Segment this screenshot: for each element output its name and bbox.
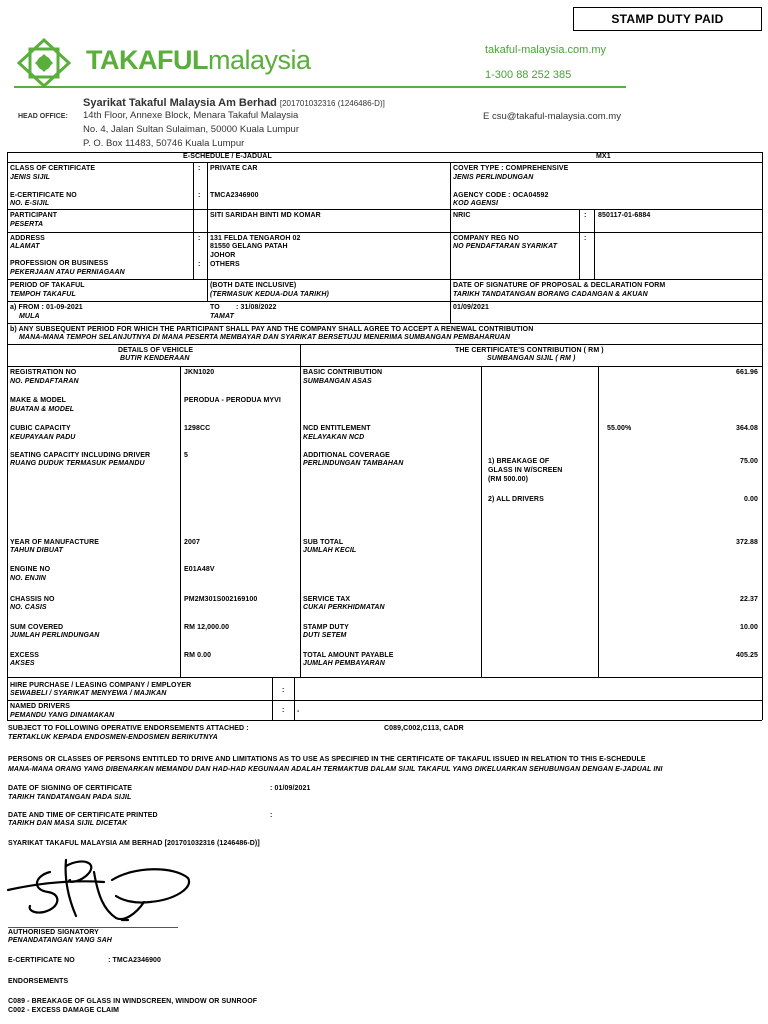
address-line1-value: 131 FELDA TENGAROH 02 xyxy=(210,235,301,242)
company-line: SYARIKAT TAKAFUL MALAYSIA AM BERHAD [201701032316 (1246486-D)] xyxy=(8,840,260,847)
addl1-line1: 1) BREAKAGE OF xyxy=(488,458,550,465)
cover-label-my: JENIS PERLINDUNGAN xyxy=(453,174,534,181)
contribution-heading-my: SUMBANGAN SIJIL ( RM ) xyxy=(487,355,576,362)
sig-date-value: 01/09/2021 xyxy=(453,304,490,311)
vehicle-heading: DETAILS OF VEHICLE xyxy=(118,347,194,354)
participant-value: SITI SARIDAH BINTI MD KOMAR xyxy=(210,212,321,219)
cert-value: TMCA2346900 xyxy=(210,192,259,199)
year-label: YEAR OF MANUFACTURE xyxy=(10,539,100,546)
to-label-my: TAMAT xyxy=(210,313,234,320)
company-reg-label-my: NO PENDAFTARAN SYARIKAT xyxy=(453,243,558,250)
persons-text-my: MANA-MANA ORANG YANG DIBENARKAN MEMANDU DAN HAD-HAD KEGUNAAN ADALAH TERMAKTUB DALAM SIJIL TAKAFUL YANG DIKELUARKAN SEHUBUNGAN DENGAN E-JADUAL INI xyxy=(8,766,663,773)
sign-date-label: DATE OF SIGNING OF CERTIFICATE xyxy=(8,785,133,792)
sum-value: RM 12,000.00 xyxy=(184,624,230,631)
subtotal-label-my: JUMLAH KECIL xyxy=(303,547,357,554)
signature-image xyxy=(4,852,194,928)
head-office-label: HEAD OFFICE: xyxy=(18,113,68,120)
period-label: PERIOD OF TAKAFUL xyxy=(10,282,85,289)
hire-label: HIRE PURCHASE / LEASING COMPANY / EMPLOYER xyxy=(10,682,192,689)
engine-value: E01A48V xyxy=(184,566,215,573)
stamp-value: 10.00 xyxy=(739,624,758,631)
contribution-heading: THE CERTIFICATE'S CONTRIBUTION ( RM ) xyxy=(455,347,604,354)
cc-label: CUBIC CAPACITY xyxy=(10,425,71,432)
address-line-3: P. O. Box 11483, 50746 Kuala Lumpur xyxy=(83,138,245,149)
cc-value: 1298CC xyxy=(184,425,211,432)
addl1-line2: GLASS IN W/SCREEN xyxy=(488,467,563,474)
cert-label: E-CERTIFICATE NO xyxy=(10,192,77,199)
endorse-label: SUBJECT TO FOLLOWING OPERATIVE ENDORSEMENTS ATTACHED : xyxy=(8,725,249,732)
hire-label-my: SEWABELI / SYARIKAT MENYEWA / MAJIKAN xyxy=(10,690,167,697)
excess-label-my: AKSES xyxy=(10,660,35,667)
endorse-label-my: TERTAKLUK KEPADA ENDOSMEN-ENDOSMEN BERIKUTNYA xyxy=(8,734,218,741)
subtotal-value: 372.88 xyxy=(735,539,758,546)
from-label-my: MULA xyxy=(19,313,40,320)
address-line-2: No. 4, Jalan Sultan Sulaiman, 50000 Kuala Lumpur xyxy=(83,124,299,135)
brand-wordmark: TAKAFULmalaysia xyxy=(86,45,311,75)
stamp-label-my: DUTI SETEM xyxy=(303,632,347,639)
named-colon: : xyxy=(282,707,285,714)
addl-label: ADDITIONAL COVERAGE xyxy=(303,452,390,459)
chassis-value: PM2M301S002169100 xyxy=(184,596,258,603)
printed-value: : xyxy=(270,812,273,819)
signature-line xyxy=(8,927,178,928)
website-link[interactable]: takaful-malaysia.com.my xyxy=(485,44,607,56)
ncd-value: 364.08 xyxy=(735,425,758,432)
endorsement-item-c002: C002 - EXCESS DAMAGE CLAIM xyxy=(8,1007,120,1014)
seat-label-my: RUANG DUDUK TERMASUK PEMANDU xyxy=(10,460,145,467)
takaful-logo-icon xyxy=(16,37,72,89)
schedule-code: MX1 xyxy=(596,153,611,160)
named-label: NAMED DRIVERS xyxy=(10,703,71,710)
engine-label-my: NO. ENJIN xyxy=(10,575,46,582)
sig-date-label-my: TARIKH TANDATANGAN BORANG CADANGAN & AKUAN xyxy=(453,291,648,298)
stamp-duty-box: STAMP DUTY PAID xyxy=(573,7,762,31)
cc-label-my: KEUPAYAAN PADU xyxy=(10,434,76,441)
subtotal-label: SUB TOTAL xyxy=(303,539,344,546)
both-dates-my: (TERMASUK KEDUA-DUA TARIKH) xyxy=(210,291,329,298)
nric-colon: : xyxy=(584,212,587,219)
schedule-title: E-SCHEDULE / E-JADUAL xyxy=(183,153,272,160)
make-label: MAKE & MODEL xyxy=(10,397,67,404)
tax-label-my: CUKAI PERKHIDMATAN xyxy=(303,604,385,611)
class-label: CLASS OF CERTIFICATE xyxy=(10,165,96,172)
chassis-label: CHASSIS NO xyxy=(10,596,55,603)
hire-colon: : xyxy=(282,687,285,694)
signatory-label: AUTHORISED SIGNATORY xyxy=(8,929,99,936)
company-name: Syarikat Takaful Malaysia Am Berhad [201701032316 (1246486-D)] xyxy=(83,97,385,109)
company-reg-colon: : xyxy=(584,235,587,242)
profession-label: PROFESSION OR BUSINESS xyxy=(10,260,109,267)
printed-label-my: TARIKH DAN MASA SIJIL DICETAK xyxy=(8,820,128,827)
ncd-label-my: KELAYAKAN NCD xyxy=(303,434,365,441)
nric-label: NRIC xyxy=(453,212,471,219)
named-value: - xyxy=(297,708,300,715)
ecert-value: : TMCA2346900 xyxy=(108,957,162,964)
engine-label: ENGINE NO xyxy=(10,566,51,573)
addl2-value: 0.00 xyxy=(743,496,758,503)
basic-label-my: SUMBANGAN ASAS xyxy=(303,378,372,385)
tax-label: SERVICE TAX xyxy=(303,596,351,603)
profession-colon: : xyxy=(198,261,201,268)
make-value: PERODUA - PERODUA MYVI xyxy=(184,397,281,404)
to-label: TO xyxy=(210,304,220,311)
ecert-label: E-CERTIFICATE NO xyxy=(8,957,75,964)
participant-label: PARTICIPANT xyxy=(10,212,58,219)
endorse-value: C089,C002,C113, CADR xyxy=(384,725,464,732)
sum-label-my: JUMLAH PERLINDUNGAN xyxy=(10,632,100,639)
make-label-my: BUATAN & MODEL xyxy=(10,406,75,413)
class-label-my: JENIS SIJIL xyxy=(10,174,51,181)
subsequent-period-my: MANA-MANA TEMPOH SELANJUTNYA DI MANA PESERTA MEMBAYAR DAN SYARIKAT BERSETUJU MENERIMA SUMBANGAN PEMBAHARUAN xyxy=(19,334,511,341)
cert-colon: : xyxy=(198,192,201,199)
persons-text: PERSONS OR CLASSES OF PERSONS ENTITLED TO DRIVE AND LIMITATIONS AS TO USE AS SPECIFIED IN THE CERTIFICATE OF TAKAFUL ISSUED IN RELATION TO THIS E-SCHEDULE xyxy=(8,756,646,763)
to-value: : 31/08/2022 xyxy=(236,304,277,311)
email-label: E xyxy=(483,111,490,122)
year-value: 2007 xyxy=(184,539,200,546)
phone-number: 1-300 88 252 385 xyxy=(485,69,572,81)
endorsement-item-c089: C089 - BREAKAGE OF GLASS IN WINDSCREEN, WINDOW OR SUNROOF xyxy=(8,998,258,1005)
seat-value: 5 xyxy=(184,452,188,459)
profession-label-my: PEKERJAAN ATAU PERNIAGAAN xyxy=(10,269,125,276)
company-reg-label: COMPANY REG NO xyxy=(453,235,520,242)
cover-label: COVER TYPE : COMPREHENSIVE xyxy=(453,165,569,172)
both-dates: (BOTH DATE INCLUSIVE) xyxy=(210,282,297,289)
cert-label-my: NO. E-SIJIL xyxy=(10,200,50,207)
stamp-label: STAMP DUTY xyxy=(303,624,349,631)
chassis-label-my: NO. CASIS xyxy=(10,604,47,611)
class-colon: : xyxy=(198,165,201,172)
year-label-my: TAHUN DIBUAT xyxy=(10,547,64,554)
endorsements-heading: ENDORSEMENTS xyxy=(8,978,69,985)
total-label-my: JUMLAH PEMBAYARAN xyxy=(303,660,385,667)
total-label: TOTAL AMOUNT PAYABLE xyxy=(303,652,394,659)
ncd-label: NCD ENTITLEMENT xyxy=(303,425,371,432)
seat-label: SEATING CAPACITY INCLUDING DRIVER xyxy=(10,452,151,459)
sum-label: SUM COVERED xyxy=(10,624,64,631)
agency-label-my: KOD AGENSI xyxy=(453,200,499,207)
printed-label: DATE AND TIME OF CERTIFICATE PRINTED xyxy=(8,812,158,819)
signatory-label-my: PENANDATANGAN YANG SAH xyxy=(8,937,112,944)
reg-label: REGISTRATION NO xyxy=(10,369,77,376)
participant-label-my: PESERTA xyxy=(10,221,44,228)
addl-label-my: PERLINDUNGAN TAMBAHAN xyxy=(303,460,404,467)
sig-date-label: DATE OF SIGNATURE OF PROPOSAL & DECLARATION FORM xyxy=(453,282,666,289)
address-line-1: 14th Floor, Annexe Block, Menara Takaful Malaysia xyxy=(83,110,299,121)
address-line3-value: JOHOR xyxy=(210,252,236,259)
addl2-label: 2) ALL DRIVERS xyxy=(488,496,544,503)
sign-date-label-my: TARIKH TANDATANGAN PADA SIJIL xyxy=(8,794,132,801)
period-label-my: TEMPOH TAKAFUL xyxy=(10,291,76,298)
address-label-my: ALAMAT xyxy=(10,243,40,250)
address-line2-value: 81550 GELANG PATAH xyxy=(210,243,288,250)
tax-value: 22.37 xyxy=(739,596,758,603)
email-link[interactable]: csu@takaful-malaysia.com.my xyxy=(492,111,621,122)
class-value: PRIVATE CAR xyxy=(210,165,258,172)
reg-label-my: NO. PENDAFTARAN xyxy=(10,378,79,385)
excess-label: EXCESS xyxy=(10,652,39,659)
from-label: a) FROM : 01-09-2021 xyxy=(10,304,83,311)
header-divider xyxy=(14,86,626,88)
basic-label: BASIC CONTRIBUTION xyxy=(303,369,383,376)
addl1-line3: (RM 500.00) xyxy=(488,476,529,483)
address-label: ADDRESS xyxy=(10,235,45,242)
total-value: 405.25 xyxy=(735,652,758,659)
agency-label: AGENCY CODE : OCA04592 xyxy=(453,192,549,199)
reg-value: JKN1020 xyxy=(184,369,215,376)
address-colon: : xyxy=(198,235,201,242)
sign-date-value: : 01/09/2021 xyxy=(270,785,311,792)
addl1-value: 75.00 xyxy=(739,458,758,465)
basic-value: 661.96 xyxy=(735,369,758,376)
subsequent-period: b) ANY SUBSEQUENT PERIOD FOR WHICH THE PARTICIPANT SHALL PAY AND THE COMPANY SHALL AGREE TO ACCEPT A RENEWAL CONTRIBUTION xyxy=(10,326,534,333)
nric-value: 850117-01-6884 xyxy=(598,212,651,219)
profession-value: OTHERS xyxy=(210,261,240,268)
vehicle-heading-my: BUTIR KENDERAAN xyxy=(120,355,190,362)
ncd-percent: 55.00% xyxy=(607,425,632,432)
named-label-my: PEMANDU YANG DINAMAKAN xyxy=(10,712,115,719)
excess-value: RM 0.00 xyxy=(184,652,212,659)
